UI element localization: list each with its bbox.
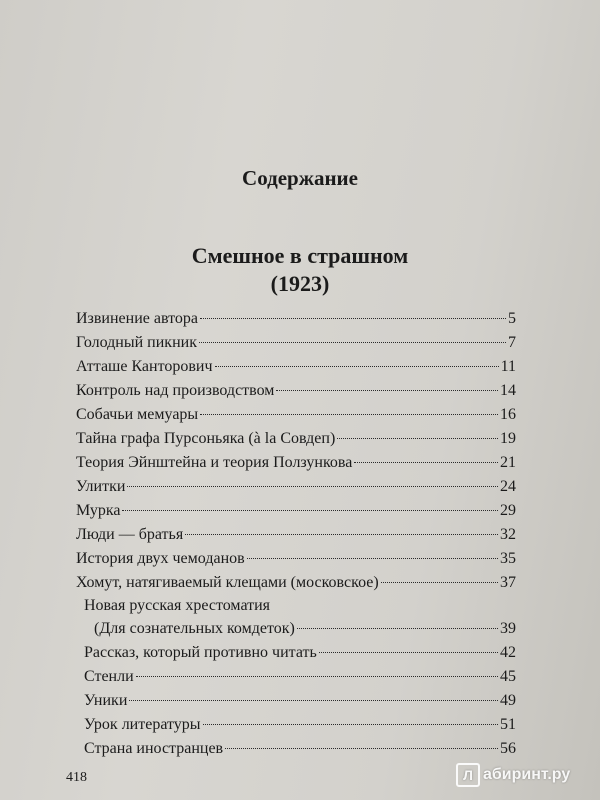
toc-leader-dots — [381, 582, 498, 583]
toc-entry-page: 56 — [500, 740, 516, 757]
toc-entry-title: Урок литературы — [84, 716, 201, 733]
toc-entry-page: 19 — [500, 430, 516, 447]
watermark-logo — [456, 763, 570, 787]
toc-entry — [76, 499, 516, 523]
toc-entry-title: Контроль над производством — [76, 382, 275, 399]
toc-entry — [76, 475, 516, 499]
toc-entry-page: 11 — [500, 358, 516, 375]
toc-entry — [76, 427, 516, 451]
toc-leader-dots — [247, 558, 498, 559]
toc-leader-dots — [199, 342, 506, 343]
page-number: 418 — [66, 770, 87, 785]
toc-entry-title: Улитки — [76, 478, 126, 495]
toc-entry-page: 29 — [500, 502, 516, 519]
toc-entry-page: 32 — [500, 526, 516, 543]
toc-leader-dots — [215, 366, 499, 367]
toc-leader-dots — [337, 438, 498, 439]
toc-leader-dots — [127, 486, 498, 487]
toc-entry-title: Хомут, натягиваемый клещами (московское) — [76, 574, 379, 591]
toc-entry — [76, 713, 516, 737]
section-title — [0, 242, 600, 298]
toc-entry-page: 35 — [500, 550, 516, 567]
toc-entry — [76, 379, 516, 403]
table-of-contents — [76, 307, 516, 761]
toc-entry-page: 5 — [508, 310, 516, 327]
page-title: Содержание — [242, 166, 358, 190]
toc-entry-page: 37 — [500, 574, 516, 591]
toc-entry-title: Стенли — [84, 668, 134, 685]
toc-entry-subtitle: (Для сознательных комдеток) — [94, 620, 295, 637]
toc-leader-dots — [354, 462, 498, 463]
toc-entry — [76, 403, 516, 427]
toc-leader-dots — [200, 414, 498, 415]
toc-leader-dots — [203, 724, 498, 725]
toc-entry-title: Новая русская хрестоматия — [84, 597, 271, 614]
labirint-logo-icon: Л — [456, 763, 480, 787]
toc-leader-dots — [136, 676, 498, 677]
toc-entry-page: 24 — [500, 478, 516, 495]
watermark-text: абиринт.ру — [483, 766, 571, 783]
toc-entry-title: Мурка — [76, 502, 121, 519]
toc-leader-dots — [225, 748, 498, 749]
toc-entry-title: Извинение автора — [76, 310, 199, 327]
toc-entry-page: 39 — [500, 620, 516, 637]
toc-entry — [76, 665, 516, 689]
toc-leader-dots — [129, 700, 498, 701]
toc-entry-title: Собачьи мемуары — [76, 406, 199, 423]
toc-entry — [76, 689, 516, 713]
toc-entry-title: Атташе Канторович — [76, 358, 213, 375]
toc-entry — [76, 355, 516, 379]
toc-entry-title: Тайна графа Пурсоньяка (à la Совдеп) — [76, 430, 336, 447]
toc-entry-page: 14 — [500, 382, 516, 399]
toc-entry — [76, 571, 516, 595]
toc-entry — [76, 307, 516, 331]
section-year: (1923) — [270, 271, 330, 296]
toc-entry — [76, 737, 516, 761]
toc-entry-page: 45 — [500, 668, 516, 685]
toc-entry-page: 7 — [508, 334, 516, 351]
toc-entry-title: Рассказ, который противно читать — [84, 644, 317, 661]
toc-entry — [76, 547, 516, 571]
toc-leader-dots — [297, 628, 498, 629]
toc-leader-dots — [276, 390, 498, 391]
toc-entry-page: 21 — [500, 454, 516, 471]
toc-leader-dots — [122, 510, 498, 511]
toc-entry-title: Теория Эйнштейна и теория Ползункова — [76, 454, 353, 471]
toc-entry-page: 51 — [500, 716, 516, 733]
toc-entry-title: История двух чемоданов — [76, 550, 245, 567]
toc-entry-page: 42 — [500, 644, 516, 661]
toc-entry-title: Уники — [84, 692, 128, 709]
toc-entry-title: Люди — братья — [76, 526, 184, 543]
toc-leader-dots — [319, 652, 498, 653]
toc-entry — [76, 523, 516, 547]
toc-entry — [76, 595, 516, 617]
section-title-text: Смешное в страшном — [191, 243, 409, 268]
toc-entry-page: 16 — [500, 406, 516, 423]
toc-leader-dots — [185, 534, 498, 535]
toc-entry-title: Страна иностранцев — [84, 740, 224, 757]
toc-entry-page: 49 — [500, 692, 516, 709]
toc-entry — [76, 331, 516, 355]
toc-entry-title: Голодный пикник — [76, 334, 197, 351]
toc-leader-dots — [200, 318, 506, 319]
toc-entry-continuation — [76, 617, 516, 641]
toc-entry — [76, 451, 516, 475]
toc-entry — [76, 641, 516, 665]
